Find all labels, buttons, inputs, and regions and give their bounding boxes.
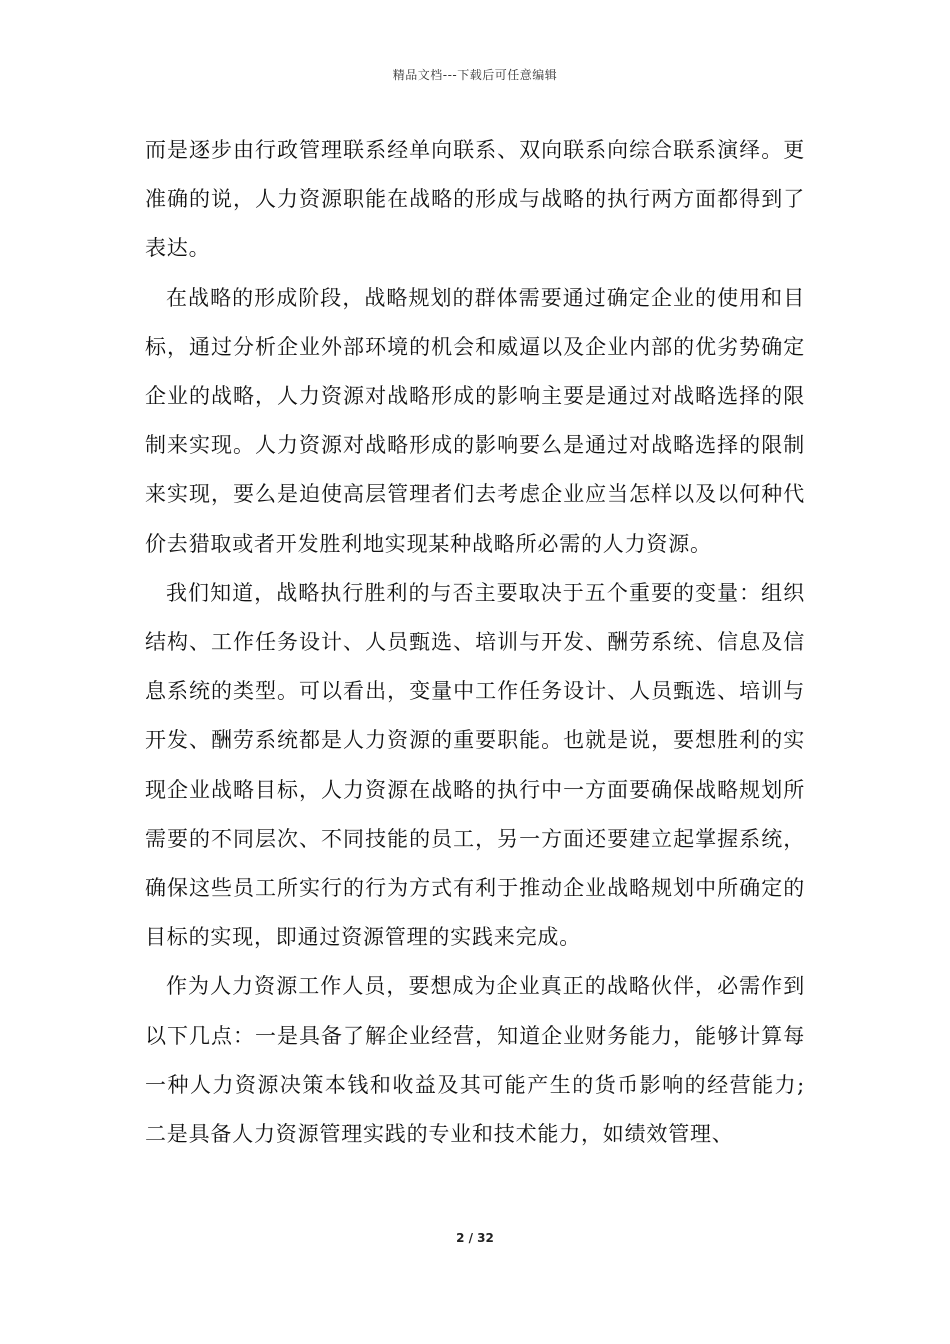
paragraph-1: 而是逐步由行政管理联系经单向联系、双向联系向综合联系演绎。更准确的说，人力资源职能在战略的形成与战略的执行两方面都得到了表达。	[145, 138, 805, 261]
paragraph-4: 作为人力资源工作人员，要想成为企业真正的战略伙伴，必需作到以下几点：一是具备了解企业经营，知道企业财务能力，能够计算每一种人力资源决策本钱和收益及其可能产生的货币影响的经营能力;二是具备人力资源管理实践的专业和技术能力，如绩效管理、	[145, 974, 805, 1147]
document-body	[145, 126, 805, 1159]
page-number: 2 / 32	[456, 1231, 494, 1245]
page-header: 精品文档---下载后可任意编辑	[392, 68, 558, 82]
paragraph-2: 在战略的形成阶段，战略规划的群体需要通过确定企业的使用和目标，通过分析企业外部环境的机会和威逼以及企业内部的优劣势确定企业的战略，人力资源对战略形成的影响主要是通过对战略选择的限制来实现。人力资源对战略形成的影响要么是通过对战略选择的限制来实现，要么是迫使高层管理者们去考虑企业应当怎样以及以何种代价去猎取或者开发胜利地实现某种战略所必需的人力资源。	[145, 285, 805, 556]
paragraph-3: 我们知道，战略执行胜利的与否主要取决于五个重要的变量：组织结构、工作任务设计、人员甄选、培训与开发、酬劳系统、信息及信息系统的类型。可以看出，变量中工作任务设计、人员甄选、培训与开发、酬劳系统都是人力资源的重要职能。也就是说，要想胜利的实现企业战略目标，人力资源在战略的执行中一方面要确保战略规划所需要的不同层次、不同技能的员工，另一方面还要建立起掌握系统，确保这些员工所实行的行为方式有利于推动企业战略规划中所确定的目标的实现，即通过资源管理的实践来完成。	[145, 580, 805, 950]
